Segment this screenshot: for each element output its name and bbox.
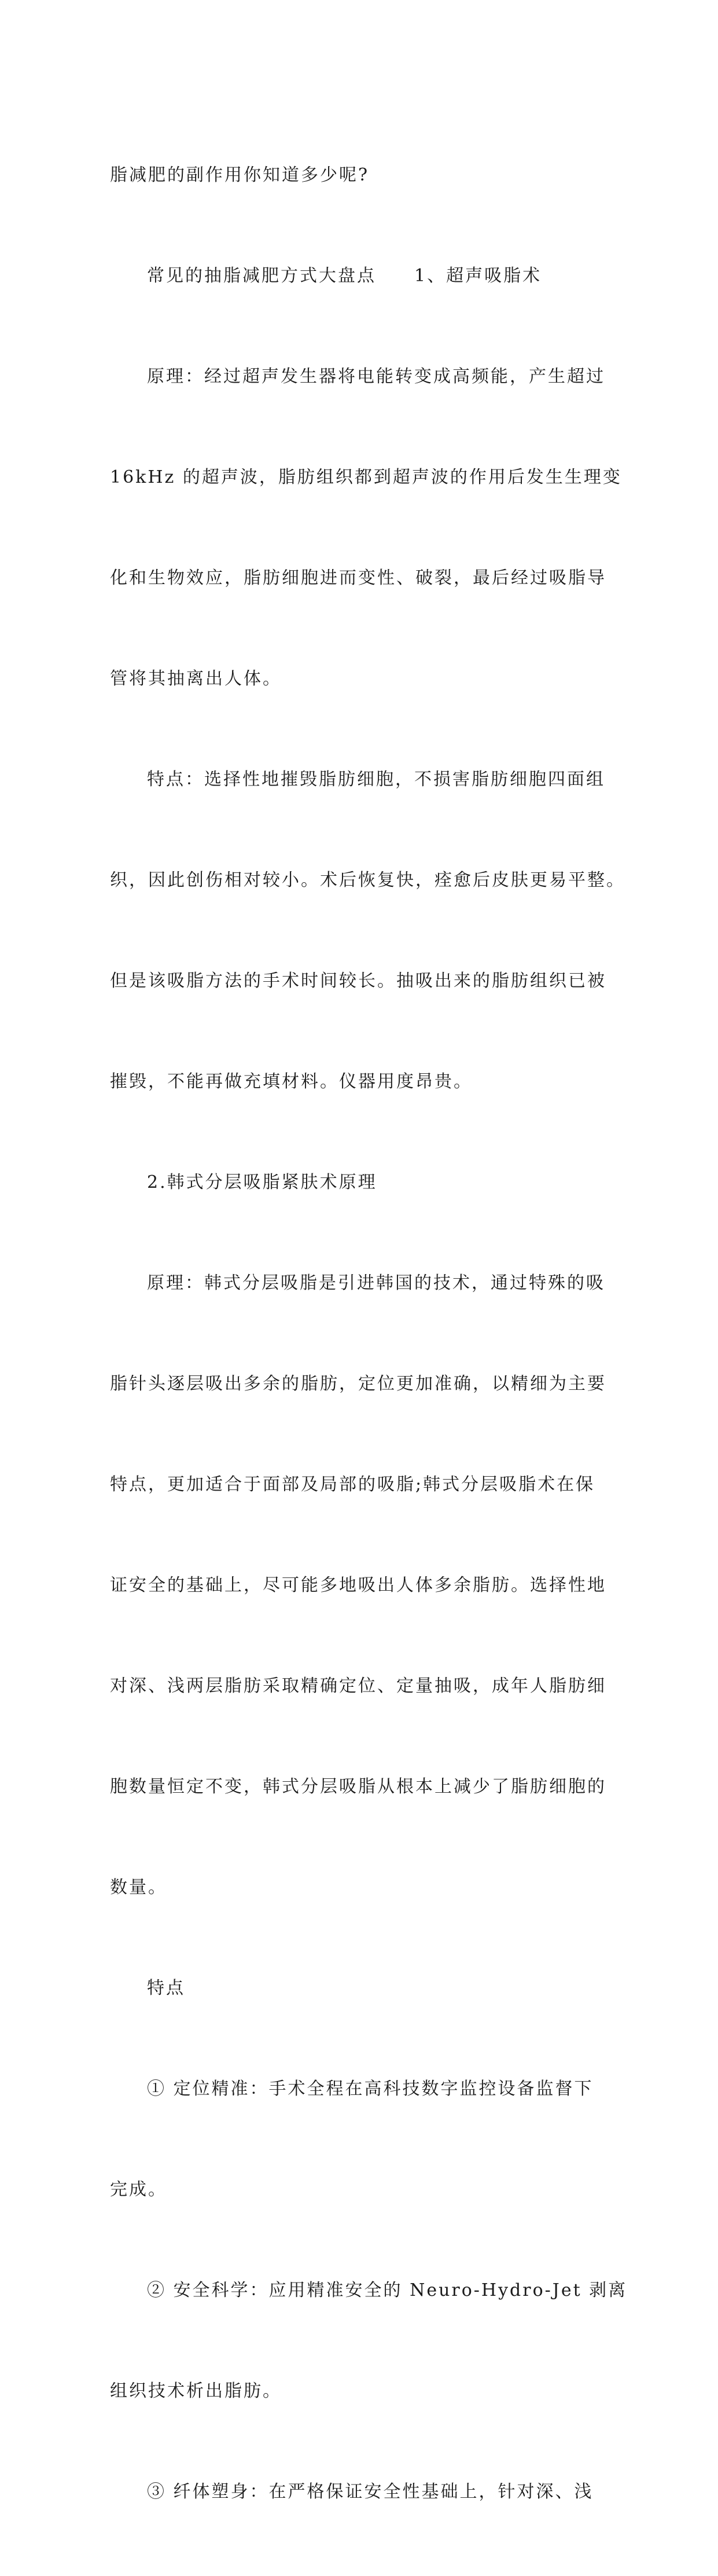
list-item-continuation: 组织技术析出脂肪。 [110,2381,282,2401]
list-item: ② 安全科学：应用精准安全的 Neuro-Hydro-Jet 剥离 [147,2280,628,2300]
paragraph-line: 脂针头逐层吸出多余的脂肪，定位更加准确，以精细为主要 [110,1374,606,1394]
paragraph-line: 但是该吸脂方法的手术时间较长。抽吸出来的脂肪组织已被 [110,971,606,991]
paragraph-line: 16kHz 的超声波，脂肪组织都到超声波的作用后发生生理变 [110,467,622,487]
paragraph-line: 管将其抽离出人体。 [110,669,282,689]
list-item: ① 定位精准：手术全程在高科技数字监控设备监督下 [147,2079,594,2099]
section-heading: 特点 [147,1978,185,1998]
paragraph-line: 特点：选择性地摧毁脂肪细胞，不损害脂肪细胞四面组 [147,769,605,790]
document-body [110,91,628,2576]
paragraph-line: 化和生物效应，脂肪细胞进而变性、破裂，最后经过吸脂导 [110,568,606,588]
paragraph-line: 常见的抽脂减肥方式大盘点 1、超声吸脂术 [147,266,542,286]
paragraph-line: 对深、浅两层脂肪采取精确定位、定量抽吸，成年人脂肪细 [110,1676,606,1696]
section-heading: 2.韩式分层吸脂紧肤术原理 [147,1172,377,1192]
paragraph-line: 原理：经过超声发生器将电能转变成高频能，产生超过 [147,366,605,387]
list-item: ③ 纤体塑身：在严格保证安全性基础上，针对深、浅 [147,2482,594,2502]
paragraph-line: 特点，更加适合于面部及局部的吸脂;韩式分层吸脂术在保 [110,1474,595,1495]
paragraph-line: 脂减肥的副作用你知道多少呢? [110,165,370,185]
paragraph-line: 织，因此创伤相对较小。术后恢复快，痊愈后皮肤更易平整。 [110,870,625,890]
paragraph-line: 原理：韩式分层吸脂是引进韩国的技术，通过特殊的吸 [147,1273,605,1293]
paragraph-line: 证安全的基础上，尽可能多地吸出人体多余脂肪。选择性地 [110,1575,606,1595]
paragraph-line: 摧毁，不能再做充填材料。仪器用度昂贵。 [110,1072,473,1092]
list-item-continuation: 完成。 [110,2179,167,2200]
paragraph-line: 数量。 [110,1877,167,1898]
paragraph-line: 胞数量恒定不变，韩式分层吸脂从根本上减少了脂肪细胞的 [110,1777,606,1797]
